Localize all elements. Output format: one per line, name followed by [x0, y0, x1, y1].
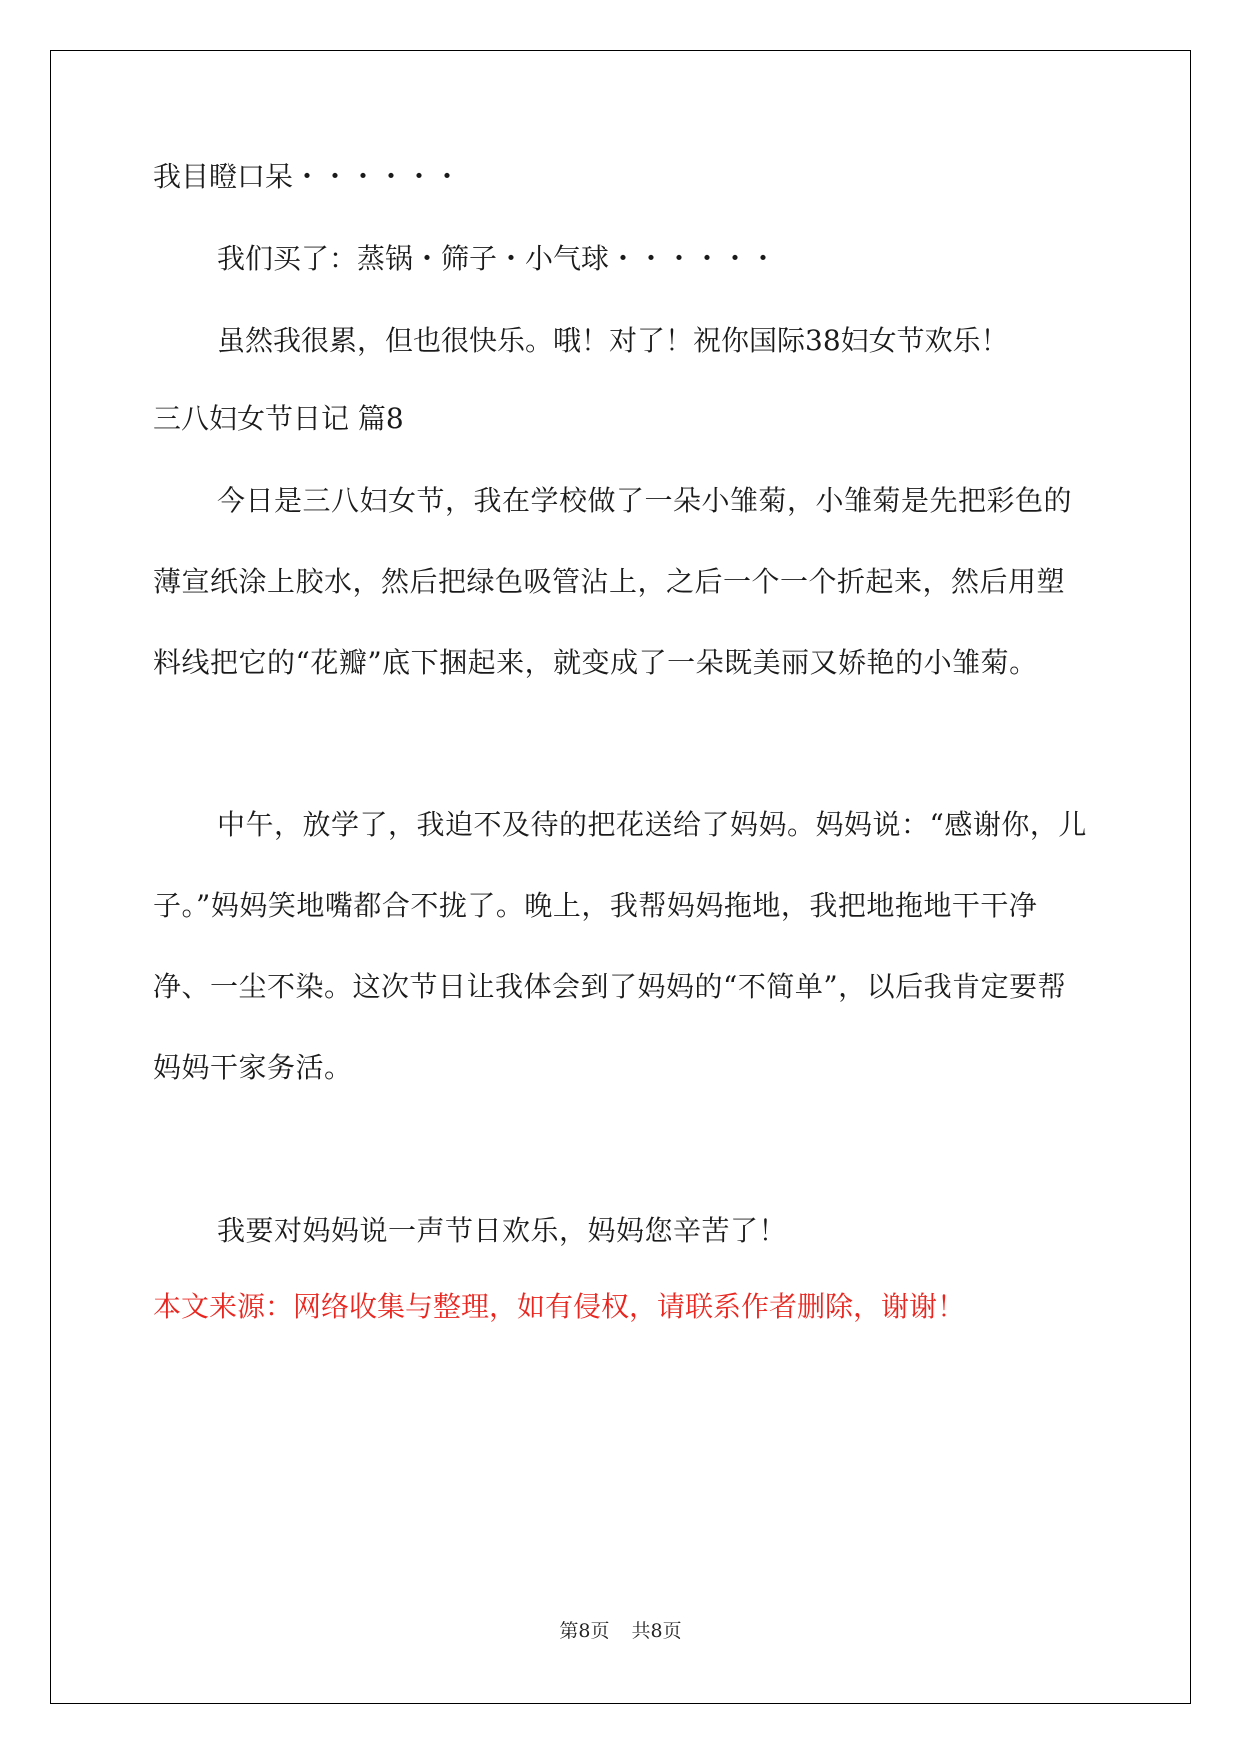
text-line: 我目瞪口呆・・・・・・	[153, 160, 462, 193]
section-heading: 三八妇女节日记 篇8	[153, 402, 404, 435]
paragraph: 中午，放学了，我迫不及待的把花送给了妈妈。妈妈说：“感谢你，儿子。”妈妈笑地嘴都合不拢了。晚上，我帮妈妈拖地，我把地拖地干干净净、一尘不染。这次节日让我体会到了妈妈的“不简单”，以后我肯定要帮妈妈干家务活。	[153, 808, 1087, 1084]
text-line: 虽然我很累，但也很快乐。哦！对了！祝你国际38妇女节欢乐！	[217, 324, 1009, 357]
paragraph: 今日是三八妇女节，我在学校做了一朵小雏菊，小雏菊是先把彩色的薄宣纸涂上胶水，然后把绿色吸管沾上，之后一个一个折起来，然后用塑料线把它的“花瓣”底下捆起来，就变成了一朵既美丽又娇艳的小雏菊。	[153, 484, 1073, 679]
page-number-current: 第8页	[559, 1620, 610, 1642]
paragraph: 我要对妈妈说一声节日欢乐，妈妈您辛苦了！	[217, 1214, 788, 1247]
source-note: 本文来源：网络收集与整理，如有侵权，请联系作者删除，谢谢！	[153, 1290, 966, 1323]
text-line: 我们买了：蒸锅・筛子・小气球・・・・・・	[217, 242, 778, 275]
page-number-total: 共8页	[631, 1620, 682, 1642]
page-footer	[0, 1616, 1241, 1643]
